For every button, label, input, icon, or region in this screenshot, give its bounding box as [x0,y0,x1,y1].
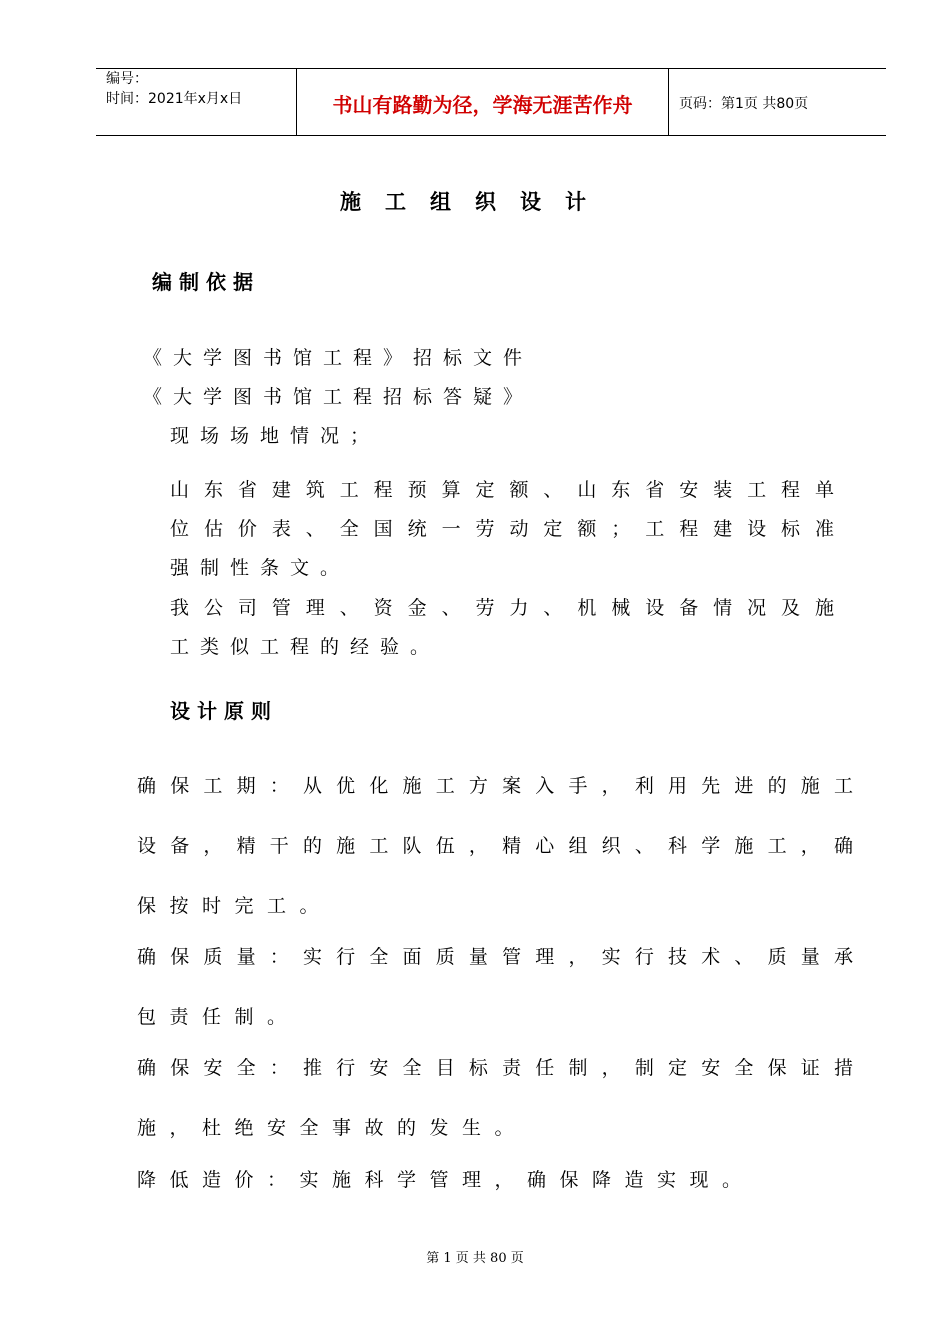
section-heading-principles: 设计原则 [170,699,278,723]
basis-item: 《大学图书馆工程》招标文件 [143,347,534,369]
section-heading-basis: 编制依据 [152,270,260,294]
basis-paragraph-line: 我公司管理、资金、劳力、机械设备情况及施 [170,597,834,619]
principle-line: 施，杜绝安全事故的发生。 [137,1117,528,1139]
principle-line: 确保安全：推行安全目标责任制，制定安全保证措 [137,1057,853,1079]
principle-line: 确保工期：从优化施工方案入手，利用先进的施工 [137,775,853,797]
basis-paragraph-line: 位估价表、全国统一劳动定额；工程建设标准 [170,518,834,540]
header-motto-cell [297,69,669,135]
header-meta-cell [96,69,297,135]
document-title: 施工组织设计 [340,190,610,214]
basis-paragraph-line: 工类似工程的经验。 [170,636,441,658]
principle-line: 确保质量：实行全面质量管理，实行技术、质量承 [137,946,853,968]
header-page-cell [669,69,886,135]
basis-paragraph-line: 强制性条文。 [170,557,351,579]
serial-number-label: 编号： [106,71,148,87]
motto-text: 书山有路勤为径，学海无涯苦作舟 [332,93,633,117]
principle-line: 包责任制。 [137,1006,300,1028]
time-label: 时间：2021年x月x日 [106,91,243,107]
page-info: 页码：第1页 共80页 [679,96,809,112]
page-header [96,68,886,136]
principle-line: 保按时完工。 [137,895,333,917]
basis-paragraph-line: 山东省建筑工程预算定额、山东省安装工程单 [170,479,834,501]
basis-item: 《大学图书馆工程招标答疑》 [143,386,534,408]
page-footer: 第 1 页 共 80 页 [426,1251,524,1266]
basis-item: 现场场地情况； [170,425,381,447]
principle-line: 降低造价：实施科学管理，确保降造实现。 [137,1169,755,1191]
principle-line: 设备，精干的施工队伍，精心组织、科学施工，确 [137,835,853,857]
